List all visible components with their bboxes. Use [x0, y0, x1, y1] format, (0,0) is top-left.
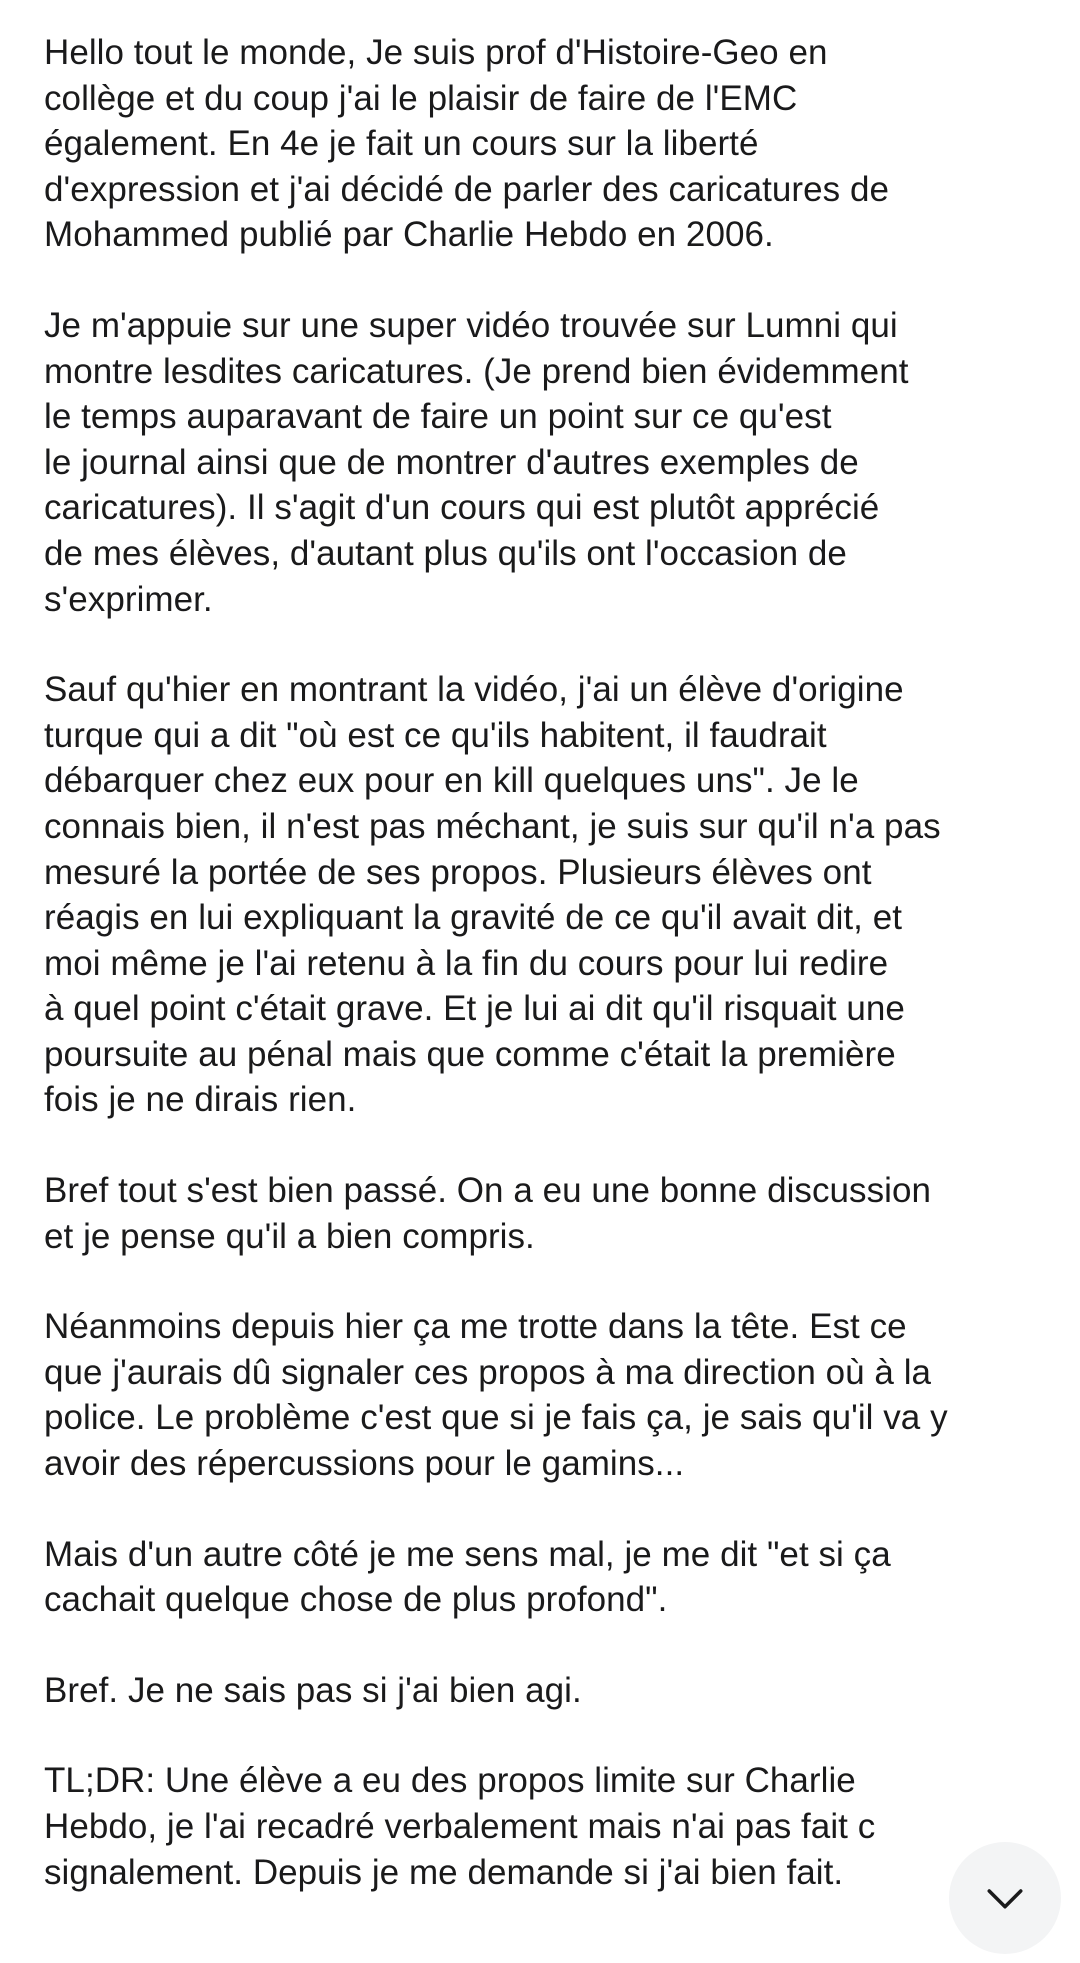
post-paragraph-tldr: TL;DR: Une élève a eu des propos limite sur Charlie Hebdo, je l'ai recadré verbalement mais n'ai pas fait c signalement. Depuis je me demande si j'ai bien fait.	[44, 1761, 876, 1892]
post-paragraph-7: Bref. Je ne sais pas si j'ai bien agi.	[44, 1670, 582, 1710]
scroll-down-button[interactable]	[949, 1842, 1061, 1954]
post-paragraph-4: Bref tout s'est bien passé. On a eu une bonne discussion et je pense qu'il a bien compris.	[44, 1171, 931, 1256]
post-paragraph-5: Néanmoins depuis hier ça me trotte dans la tête. Est ce que j'aurais dû signaler ces propos à ma direction où à la police. Le problème c'est que si je fais ça, je sais qu'il va y avoir des répercussions pour le gamins...	[44, 1307, 948, 1484]
post-paragraph-6: Mais d'un autre côté je me sens mal, je me dit "et si ça cachait quelque chose de plus profond".	[44, 1534, 891, 1620]
post-body	[44, 30, 1054, 1940]
post-paragraph-3: Sauf qu'hier en montrant la vidéo, j'ai un élève d'origine turque qui a dit "où est ce qu'ils habitent, il faudrait débarquer chez eux pour en kill quelques uns". Je le connais bien, il n'est pas méchant, je suis sur qu'il n'a pas mesuré la portée de ses propos. Plusieurs élèves ont réagis en lui expliquant la gravité de ce qu'il avait dit, et moi même je l'ai retenu à la fin du cours pour lui redire à quel point c'était grave. Et je lui ai dit qu'il risquait une poursuite au pénal mais que comme c'était la première fois je ne dirais rien.	[44, 670, 941, 1120]
chevron-down-icon	[984, 1877, 1026, 1919]
post-paragraph-2: Je m'appuie sur une super vidéo trouvée sur Lumni qui montre lesdites caricatures. (Je prend bien évidemment le temps auparavant de faire un point sur ce qu'est le journal ainsi que de montrer d'autres exemples de caricatures). Il s'agit d'un cours qui est plutôt apprécié de mes élèves, d'autant plus qu'ils ont l'occasion de s'exprimer.	[44, 305, 909, 619]
post-paragraph-1: Hello tout le monde, Je suis prof d'Histoire-Geo en collège et du coup j'ai le plaisir de faire de l'EMC également. En 4e je fait un cours sur la liberté d'expression et j'ai décidé de parler des caricatures de Mohammed publié par Charlie Hebdo en 2006.	[44, 33, 889, 255]
